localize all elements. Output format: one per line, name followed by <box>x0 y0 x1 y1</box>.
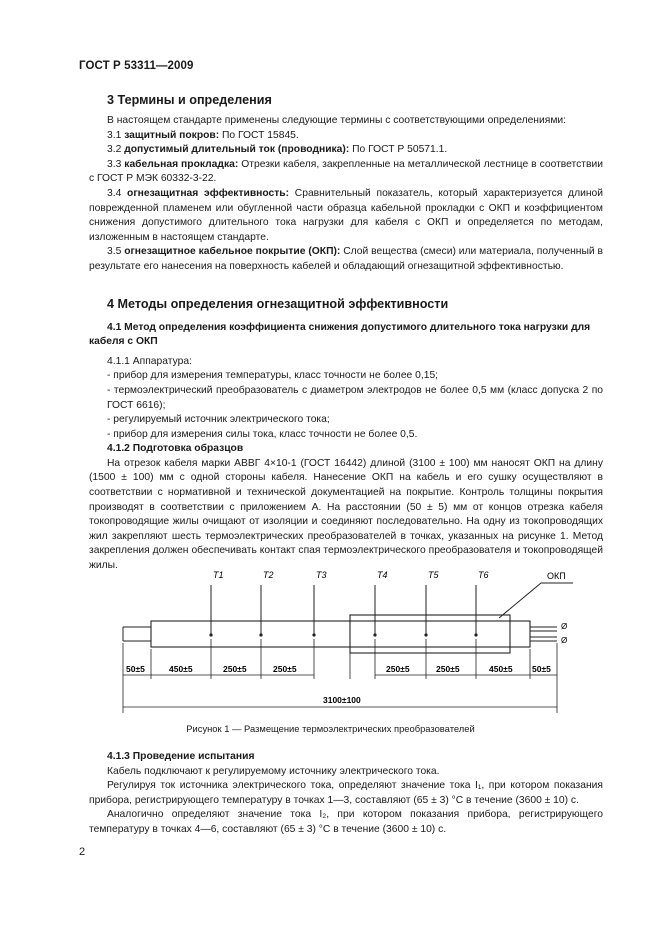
term-number: 3.3 <box>107 158 125 170</box>
diameter-symbol: Ø <box>561 622 568 631</box>
term-definition: По ГОСТ Р 50571.1. <box>349 144 448 156</box>
term-3-2 <box>89 143 603 158</box>
term-number: 3.4 <box>107 187 128 199</box>
section-4-1-3-p2: Регулируя ток источника электрического тока, определяют значение тока I₁, при котором показания прибора, регистрирующего температуру в точках 1—3, составляют (65 ± 3) °С в течение (3600 ± 10) с. <box>89 780 603 806</box>
t-label-2: T2 <box>263 570 274 580</box>
section-4-1-3-p1: Кабель подключают к регулируемому источнику электрического тока. <box>107 765 440 777</box>
t-sensor-5 <box>424 570 439 637</box>
page-number: 2 <box>79 846 86 858</box>
term-number: 3.1 <box>107 129 125 141</box>
term-3-1 <box>89 129 603 144</box>
total-dimension: 3100±100 <box>323 695 361 705</box>
figure-1-diagram <box>95 563 595 713</box>
term-3-4 <box>89 187 603 245</box>
section-3-intro: В настоящем стандарте применены следующие термины с соответствующими определениями: <box>107 115 567 126</box>
equipment-item-1: - прибор для измерения температуры, класс точности не более 0,15; <box>107 370 439 382</box>
t-sensor-6 <box>474 570 488 637</box>
section-4-1-2-text: На отрезок кабеля марки АВВГ 4×10-1 (ГОСТ 16442) длиной (3100 ± 100) мм наносят ОКП на длину (1500 ± 100) мм с одной стороны кабеля. Нанесение ОКП на кабель и его сушку осуществляют в соответствии с нормативной и технической документацией на покрытие. Контроль толщины покрытия производят в соответствии с приложением А. На расстоянии (50 ± 5) мм от концов отрезка кабеля токопроводящие жилы очищают от изоляции и соединяют последовательно. На одну из токопроводящих жил закрепляют шесть термоэлектрических преобразователей в точках, указанных на рисунке 1. Метод закрепления должен обеспечивать контакт спая термоэлектрического преобразователя и токопроводящей жилы. <box>89 457 603 572</box>
main-content <box>89 90 603 574</box>
term-name: огнезащитная эффективность: <box>127 187 290 199</box>
term-definition: Сравнительный показатель, который характеризуется длиной поврежденной пламенем или обугленной части образца кабельной прокладки с ОКП и коэффициентом снижения допустимого длительного тока нагрузки для кабеля с ОКП и определяется по методам, изложенным в настоящем стандарте. <box>89 187 603 243</box>
okp-leader <box>499 583 541 618</box>
document-header: ГОСТ Р 53311—2009 <box>79 60 194 72</box>
dim-right-2: 250±5 <box>436 664 460 674</box>
t-sensor-4 <box>373 570 387 637</box>
t-label-1: T1 <box>213 570 224 580</box>
equipment-item-4: - прибор для измерения силы тока, класс точности не более 0,5. <box>107 428 418 440</box>
section-4-1-3-p3: Аналогично определяют значение тока I₂, при котором показания прибора, регистрирующего температуру в точках 4—6, составляют (65 ± 3) °С в течение (3600 ± 10) с. <box>89 809 603 835</box>
term-number: 3.2 <box>107 144 125 156</box>
dim-left-3: 250±5 <box>223 664 247 674</box>
term-name: допустимый длительный ток (проводника): <box>124 144 350 156</box>
dim-right-3: 450±5 <box>489 664 513 674</box>
dim-left-4: 250±5 <box>273 664 297 674</box>
term-definition: По ГОСТ 15845. <box>219 129 299 141</box>
term-number: 3.5 <box>107 246 125 258</box>
t-sensor-1 <box>209 570 223 637</box>
section-4-1-1: 4.1.1 Аппаратура: <box>107 355 192 367</box>
term-name: кабельная прокладка: <box>124 158 239 170</box>
dim-right-4: 50±5 <box>532 664 551 674</box>
section-4-1-2-title: 4.1.2 Подготовка образцов <box>107 443 244 455</box>
equipment-item-2: - термоэлектрический преобразователь с диаметром электродов не более 0,5 мм (класс допуска 2 по ГОСТ 6616); <box>107 384 603 411</box>
section-4-1-title: 4.1 Метод определения коэффициента снижения допустимого длительного тока нагрузки для кабеля с ОКП <box>89 321 591 348</box>
section-4-title: 4 Методы определения огнезащитной эффективности <box>107 296 449 311</box>
term-3-5 <box>89 245 603 274</box>
t-label-6: T6 <box>478 570 489 580</box>
okp-label: ОКП <box>547 571 566 581</box>
term-3-3 <box>89 158 603 187</box>
diameter-symbol: Ø <box>561 636 568 645</box>
section-4-1-3 <box>89 750 603 838</box>
dim-left-2: 450±5 <box>169 664 193 674</box>
dim-left-1: 50±5 <box>126 664 145 674</box>
section-3-title: 3 Термины и определения <box>107 93 272 107</box>
term-definition: Слой вещества (смеси) или материала, полученный в результате его нанесения на поверхность кабелей и обладающий огнезащитной эффективностью. <box>89 246 603 272</box>
term-name: защитный покров: <box>124 129 220 141</box>
cable-body <box>151 621 530 647</box>
section-4-1-3-title: 4.1.3 Проведение испытания <box>107 751 255 762</box>
t-label-3: T3 <box>316 570 327 580</box>
term-name: огнезащитное кабельное покрытие (ОКП): <box>124 246 341 258</box>
dim-right-1: 250±5 <box>386 664 410 674</box>
t-label-4: T4 <box>377 570 388 580</box>
t-sensor-2 <box>259 570 273 637</box>
t-label-5: T5 <box>428 570 439 580</box>
t-sensor-3 <box>312 570 326 637</box>
equipment-item-3: - регулируемый источник электрического тока; <box>107 414 330 426</box>
figure-caption: Рисунок 1 — Размещение термоэлектрических преобразователей <box>186 723 475 734</box>
term-definition: Отрезки кабеля, закрепленные на металлической лестнице в соответствии с ГОСТ Р МЭК 60332-3-22. <box>89 158 603 185</box>
